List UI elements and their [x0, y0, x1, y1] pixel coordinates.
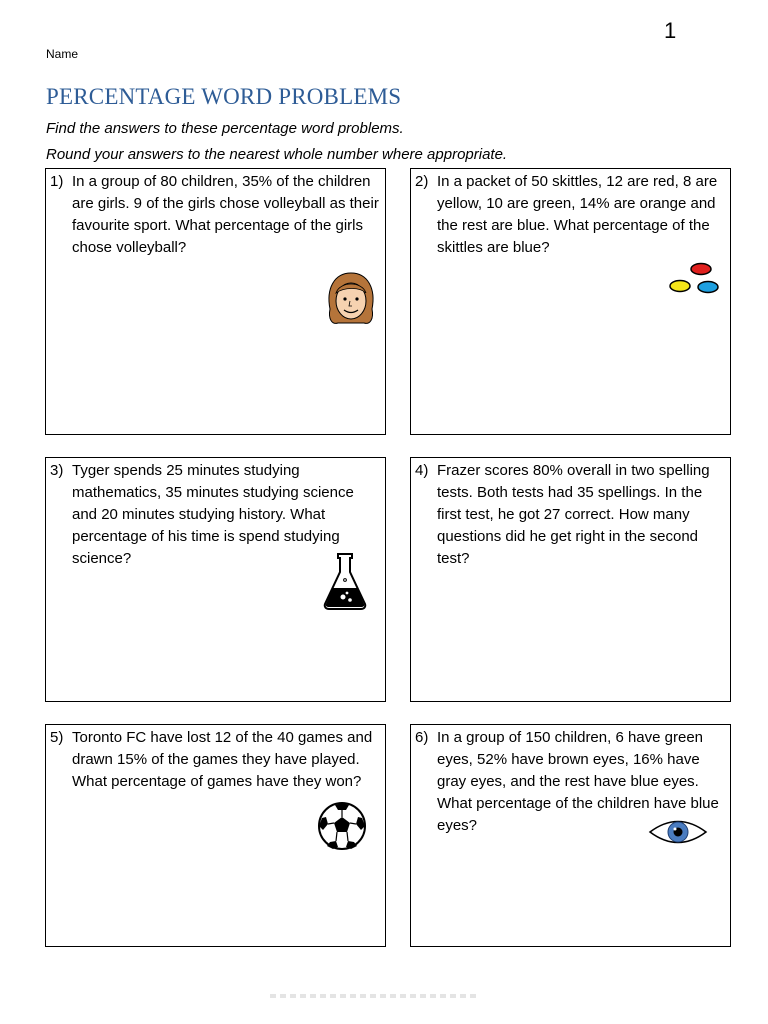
instruction-line-2: Round your answers to the nearest whole number where appropriate.	[46, 146, 508, 163]
question-text: In a packet of 50 skittles, 12 are red, 8 are yellow, 10 are green, 14% are orange and the rest are blue. What percentage of the skittles are blue?	[437, 173, 718, 256]
question-number: 3)	[50, 462, 64, 479]
question-text: Frazer scores 80% overall in two spelling tests. Both tests had 35 spellings. In the first test, he got 27 correct. How many questions did he get right in the second test?	[437, 462, 710, 567]
name-label: Name	[46, 47, 79, 61]
page-number: 1	[664, 18, 677, 43]
question-number: 2)	[415, 173, 429, 190]
question-number: 6)	[415, 729, 429, 746]
question-5	[50, 727, 379, 793]
question-number: 4)	[415, 462, 429, 479]
question-number: 5)	[50, 729, 64, 746]
question-box-6	[410, 724, 731, 947]
girl-face-icon	[324, 269, 378, 329]
question-box-5	[45, 724, 386, 947]
question-4	[415, 460, 724, 570]
footer-mark	[270, 994, 480, 998]
question-text: In a group of 150 children, 6 have green eyes, 52% have brown eyes, 16% have gray eyes, and the rest have blue eyes. What percentage of the children have blue eyes?	[437, 729, 719, 834]
question-2	[415, 171, 724, 259]
question-box-4	[410, 457, 731, 702]
soccer-ball-icon	[316, 800, 368, 852]
question-1	[50, 171, 379, 259]
skittles-icon	[666, 259, 722, 297]
question-text: In a group of 80 children, 35% of the children are girls. 9 of the girls chose volleyball as their favourite sport. What percentage of the girls chose volleyball?	[72, 173, 379, 256]
flask-icon	[321, 550, 369, 612]
instruction-line-1: Find the answers to these percentage word problems.	[46, 120, 404, 137]
page-title: PERCENTAGE WORD PROBLEMS	[46, 84, 402, 109]
eye-icon	[648, 817, 708, 847]
question-number: 1)	[50, 173, 64, 190]
question-text: Toronto FC have lost 12 of the 40 games and drawn 15% of the games they have played. What percentage of games have they won?	[72, 729, 373, 790]
question-box-2	[410, 168, 731, 435]
question-text: Tyger spends 25 minutes studying mathematics, 35 minutes studying science and 20 minutes studying history. What percentage of his time is spend studying science?	[72, 462, 354, 567]
question-box-1	[45, 168, 386, 435]
question-box-3	[45, 457, 386, 702]
